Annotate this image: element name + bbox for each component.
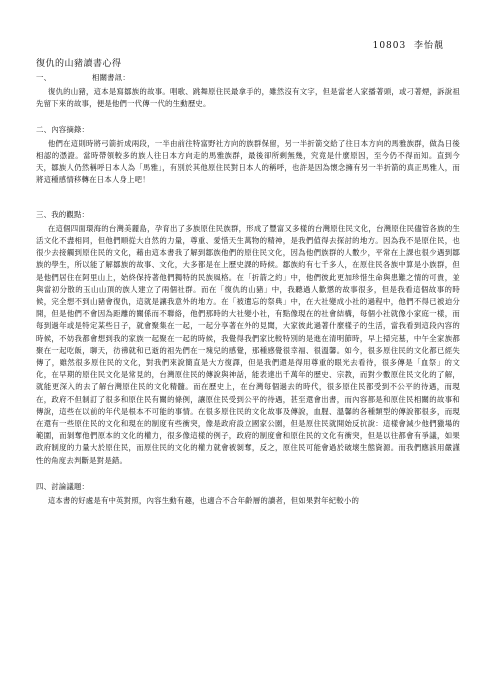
section-heading-excerpt: 二、內容摘錄： — [36, 124, 90, 134]
document-title: 復仇的山豬讀書心得 — [36, 59, 122, 69]
section-heading-info: 一、 相關書訊： — [36, 73, 130, 82]
section-paragraph: 復仇的山豬，這本是寫鄒族的故事。唱歌、跳舞原住民最拿手的，雖然沒有文字，但是當老人家播著頭，或刁著煙，訴說祖先留下來的故事，便是他們一代傳一代的生動歷史。 — [36, 87, 460, 109]
section-paragraph: 在這個四面環海的台灣美麗島，孕育出了多族原住民族群，形成了豐富又多樣的台灣原住民文化，台灣原住民儘管各族的生活文化不盡相同，但他們順從大自然的力量，尊重、愛惜天生萬物的精神，是我們值得去探討的地方。因為我不是原住民，也很少去接觸到原住民的文化，藉由這本書我了解到鄒族他們的原住民文化，因為他們族群的人數少，平常在上課也很少遇到鄒族的學生，所以能了解鄒族的故事、文化，大多都是在上歷史課的時候。鄒族約有七千多人，在原住民各族中算是小族群，但是他們居住在阿里山上，始終保持著他們獨特的民族風格。在「折箭之約」中，他們彼此更加珍惜生命與患難之情的可貴，並與當初分散的玉山山頂的族人建立了兩個社群。而在「復仇的山豬」中，我聽過人歡懲的故事很多，但是我看這個故事的時候，完全想不到山豬會復仇，這就是讓我意外的地方。在「被遺忘的祭典」中，在大社變成小社的過程中，他們不得已被迫分開，但是他們不會因為距離的關係而不聯絡，他們那時的大社變小社，有點像現在的社會結構，每個小社就像小家庭一樣，而每到過年或是特定某些日子，就會聚集在一起，一起分享著在外的見聞，大家彼此過著什麼樣子的生活，當我看到這段內容的時候，不妨我都會想到我的家族一起聚在一起的時候，我覺得我們家比較特別的是進在清明節時，早上掃完墓，中午全家族都聚在一起吃飯，聊天，彷彿就和已逝的祖先們在一塊兒的感覺，那種感覺很幸福、很溫馨。如今，很多原住民的文化都已經失傳了，雖然很多原住民的文化，對我們來說簡直是大方復譯，但是我們還是得用尊重的眼光去看待，很多傳是「血祭」的文化，在早期的原住民文化是常見的，台灣原住民的傳說與神話，能表達出千萬年的歷史、宗教，而對少數原住民文化的了解，就能更深入的去了解台灣原住民的文化精髓。而在歷史上，在台灣每個過去的時代，很多原住民都受到不公平的待遇，而現在，政府不但制訂了很多和原住民有關的條例，讓原住民受到公平的待遇，甚至還會出書，而內容都是和原住民相關的故事和傳說，這些在以前的年代是根本不可能的事情。在很多原住民的文化故事及傳說，血腥、溫馨的各種類型的傳說都很多，而現在還有一些原住民的文化和現在的制度有些衝突，像是政府設立國家公園，但是原住民就開始反抗說：這樣會減少他們獵場的範圍，而剝奪他們原本的文化的權力，很多像這樣的例子，政府的制度會和原住民的文化有衝突，但是以往都會有爭議，如果政府制度的力量大於原住民，而原住民的文化的權力就會被剝奪，反之，原住民可能會過於破壞生態資源。而我們應該用嚴謹性的角度去判斷是對是錯。 — [36, 223, 460, 465]
section-paragraph: 他們在這則時將弓箭折成兩段，一半由前往特富野社方向的族群保留，另一半折箭交給了往日本方向的馬雅族群，做為日後相認的憑證。當時帶領較多的族人往日本方向走的馬雅族群，最後卻所剩無幾，究竟是什麼原因，至今仍不得而知。直到今天，鄒族人仍然稱呼日本人為「馬雅」，有別於其他原住民對日本人的稱呼，也許是因為懷念擁有另一半折箭的真正馬雅人，而將這種感情移轉在日本人身上吧！ — [36, 138, 460, 185]
student-name: 李怡靚 — [413, 41, 444, 51]
document-body — [36, 72, 460, 507]
section-paragraph: 這本書的好處是有中英對照，內容生動有趣，也適合不合年齡層的讀者，但如果對年紀較小的 — [47, 496, 360, 506]
author-header — [373, 38, 444, 51]
student-id: 10803 — [372, 41, 407, 51]
section-heading-discussion: 四、討論議題： — [36, 481, 90, 491]
section-heading-viewpoint: 三、我的觀點： — [36, 209, 90, 219]
